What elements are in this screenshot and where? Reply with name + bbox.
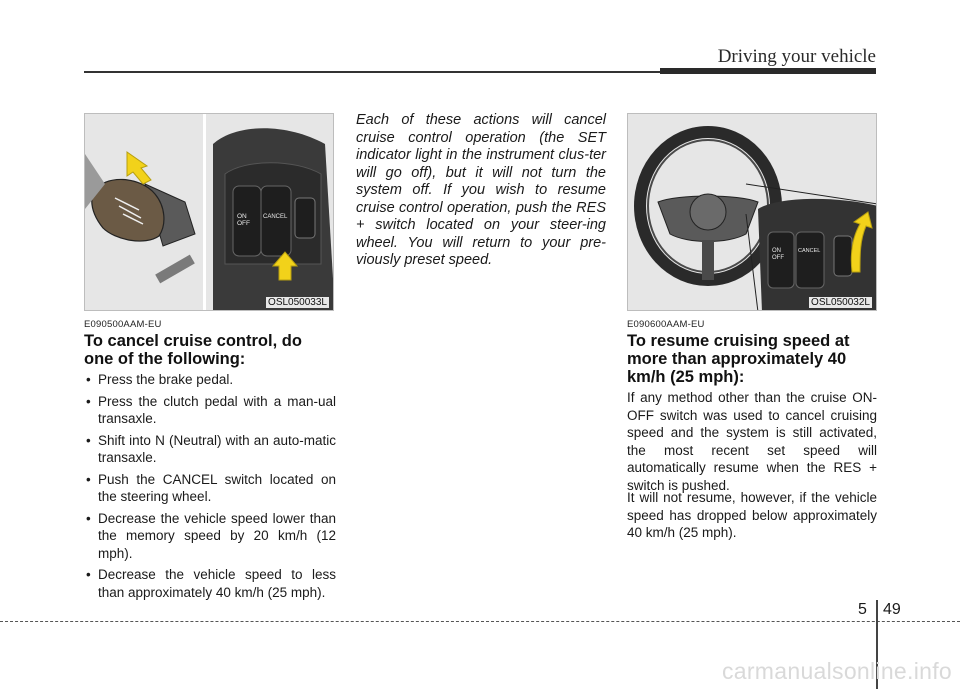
- watermark-text: carmanualsonline.info: [721, 658, 952, 684]
- figure-cancel-cruise: [84, 113, 334, 311]
- cancel-methods-list: [84, 371, 336, 605]
- switch-on-off-label: ON: [772, 248, 781, 254]
- section-heading-cancel: To cancel cruise control, do one of the following:: [84, 332, 302, 368]
- list-item: • Push the CANCEL switch located on the steering wheel.: [84, 471, 336, 506]
- cancel-note-paragraph: Each of these actions will cancel cruise control operation (the SET indicator light in the instrument clus-ter will go off), but it will not turn the system off. If you wish to resume cruise control operation, push the RES + switch located on your steer-ing wheel. You will return to your pre-viously preset speed.: [356, 112, 606, 268]
- page-number: 49: [883, 601, 901, 618]
- switch-cancel-label: CANCEL: [263, 214, 288, 220]
- list-item: • Decrease the vehicle speed lower than the memory speed by 20 km/h (12 mph).: [84, 510, 336, 563]
- figure-code-label: OSL050033L: [268, 297, 327, 308]
- resume-paragraph-2: It will not resume, however, if the vehicle speed has dropped below approximately 40 km/h (25 mph).: [627, 490, 877, 540]
- page-section-title: Driving your vehicle: [717, 46, 876, 67]
- figure-resume-cruise: [627, 113, 877, 311]
- resume-paragraph-1: If any method other than the cruise ON-OFF switch was used to cancel cruising speed and the system is still activated, the most recent set speed will automatically resume when the RES + switch is pushed.: [627, 390, 877, 493]
- section-heading-resume: To resume cruising speed at more than approximately 40 km/h (25 mph):: [627, 332, 850, 386]
- header-rule-accent: [660, 68, 876, 74]
- list-item: • Decrease the vehicle speed to less than approximately 40 km/h (25 mph).: [84, 566, 336, 601]
- cruise-switch-panel: [213, 128, 334, 311]
- list-item: • Shift into N (Neutral) with an auto-matic transaxle.: [84, 432, 336, 467]
- switch-on-off-label: ON: [237, 213, 247, 220]
- section-code: E090600AAM-EU: [627, 319, 705, 330]
- svg-text:OFF: OFF: [237, 220, 250, 227]
- list-item: • Press the clutch pedal with a man-ual transaxle.: [84, 393, 336, 428]
- chapter-number: 5: [858, 601, 867, 618]
- svg-text:OFF: OFF: [772, 255, 784, 261]
- list-item: • Press the brake pedal.: [84, 371, 336, 389]
- figure-code-label: OSL050032L: [811, 297, 870, 308]
- pedal-and-switch-illustration: [85, 114, 334, 311]
- steering-wheel-illustration: [628, 114, 877, 311]
- footer-rule: [0, 621, 960, 622]
- header-rule: [84, 71, 660, 73]
- section-code: E090500AAM-EU: [84, 319, 162, 330]
- switch-cancel-label: CANCEL: [798, 248, 821, 254]
